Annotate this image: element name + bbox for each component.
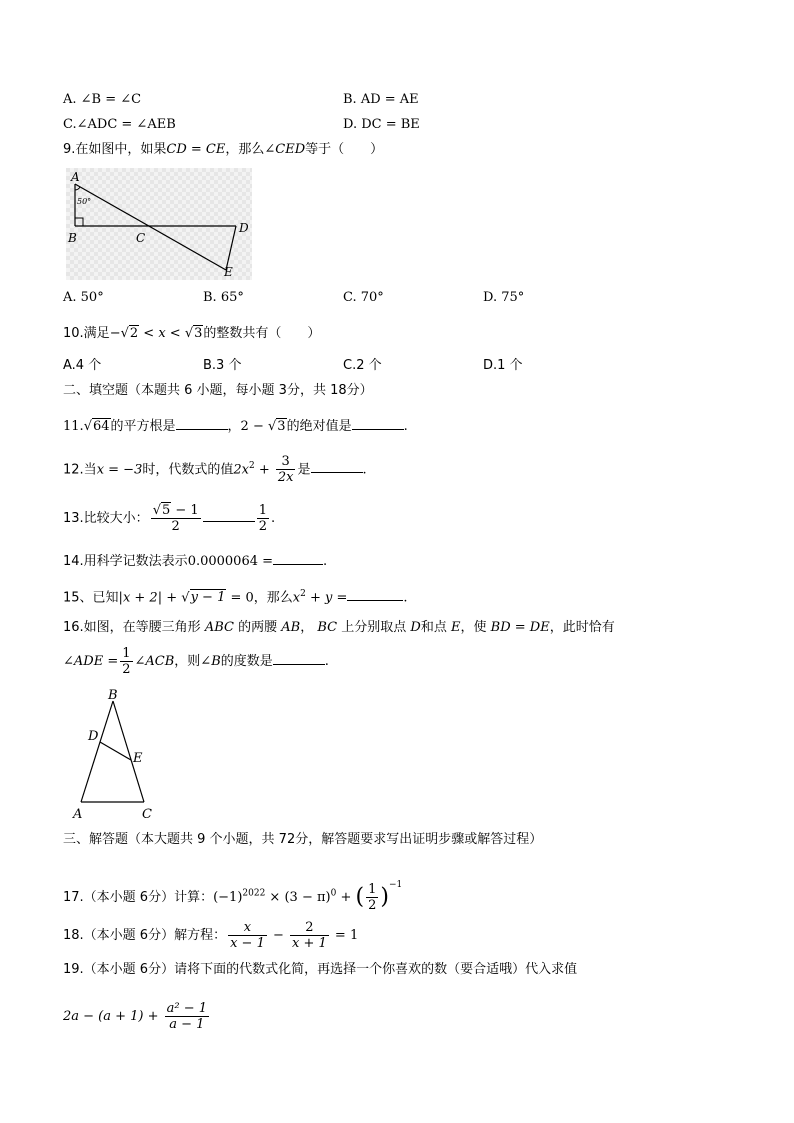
q8-option-d: D. DC = BE <box>343 117 420 132</box>
q17-pre: 17.（本小题 6分）计算： <box>63 890 214 905</box>
q18-num-2: 2 <box>290 920 329 936</box>
section-2-heading: 二、填空题（本题共 6 小题，每小题 3分，共 18分） <box>63 383 373 398</box>
q13-num-rad: 5 <box>161 503 171 518</box>
q16-den: 2 <box>122 662 131 677</box>
q16-num: 1 <box>122 646 131 661</box>
q14-pre: 14.用科学记数法表示 <box>63 554 188 569</box>
q16-label-e: E <box>133 751 143 766</box>
q13 <box>63 499 275 539</box>
q12-mid: 时，代数式的值 <box>142 462 234 478</box>
q12-den: 2x <box>277 470 294 486</box>
q16-label-c: C <box>142 807 152 822</box>
q18-num-1: x <box>228 920 267 936</box>
q15-eq: = 0 <box>226 590 254 606</box>
q13-blank[interactable] <box>203 509 255 522</box>
q10-stem-pre: 10.满足 <box>63 326 110 341</box>
q16-pre: 16.如图，在等腰三角形 <box>63 620 201 635</box>
q14-num: 0.0000064 = <box>187 554 274 569</box>
q17: 17.（本小题 6分）计算：$(-1)^{2022} \times (3 - \pi)^0$ + ( $\frac{1}{2}$ )$^{-1}$ <box>63 880 403 913</box>
q12-post: 是 <box>297 462 311 478</box>
q17-plus: + <box>336 890 356 905</box>
q18-minus: − <box>268 928 289 943</box>
q17-term-2: (3 − π) <box>284 890 331 905</box>
q8-option-b: B. AD = AE <box>343 92 419 107</box>
q12-pre: 12.当 <box>63 462 97 478</box>
q17-exp-2: 0 <box>330 888 337 899</box>
q17-fraction <box>366 882 378 913</box>
q16-line2-post: 的度数是 <box>220 654 273 669</box>
q17-exp-3: −1 <box>388 880 403 890</box>
q11: 11.√64的平方根是 ，2 − √3的绝对值是 . <box>63 419 408 434</box>
q9-stem-pre: 9.在如图中，如果 <box>63 142 167 157</box>
q16-d: D <box>410 620 421 635</box>
q16-mid2: 上分别取点 <box>341 620 407 635</box>
q9-stem-expr: CD = CE <box>166 142 226 157</box>
q13-num2: 1 <box>258 503 267 518</box>
q12-expr: 2x <box>233 462 249 478</box>
q9-stem-post: 等于（ ） <box>305 142 384 157</box>
q16-acb: ∠ACB <box>134 654 175 669</box>
q16-blank[interactable] <box>273 652 325 665</box>
q13-den: 2 <box>171 519 180 534</box>
q17-term-1: (−1) <box>213 890 243 905</box>
q18 <box>63 916 358 956</box>
q9-label-e: E <box>224 265 233 279</box>
q16-mid3: ，使 <box>460 620 487 635</box>
q10-option-a: A.4 个 <box>63 358 102 373</box>
q8-option-a: A. ∠B = ∠C <box>63 92 142 107</box>
q9-stem-angle: ∠CED <box>264 142 306 157</box>
q9-label-c: C <box>136 231 146 245</box>
q12-fraction <box>276 454 296 485</box>
q10-option-d: D.1 个 <box>483 358 523 373</box>
q15-rad: y − 1 <box>190 590 226 606</box>
q10-minus: − <box>109 326 121 341</box>
q10-option-c: C.2 个 <box>343 358 382 373</box>
q16-label-b: B <box>108 688 118 703</box>
q18-eq: = 1 <box>330 928 359 943</box>
q9-label-a: A <box>71 170 80 184</box>
q9-figure <box>66 168 252 280</box>
q19-den: a − 1 <box>169 1017 205 1032</box>
q19-fraction <box>165 1001 209 1032</box>
q19-stem: 19.（本小题 6分）请将下面的代数式化简，再选择一个你喜欢的数（要合适哦）代入求值 <box>63 962 578 977</box>
q9-stem <box>63 141 383 159</box>
q15-pre: 15、已知 <box>63 590 119 606</box>
q10-stem-post: 的整数共有（ ） <box>203 326 321 341</box>
q15-plus: + <box>162 590 182 606</box>
q11-mid: 的平方根是 <box>110 419 176 434</box>
q12-blank[interactable] <box>311 460 363 473</box>
q8-option-c: C.∠ADC = ∠AEB <box>63 117 176 132</box>
q11-post: 的绝对值是 <box>286 419 352 434</box>
q11-pre: 11. <box>63 419 84 434</box>
q11-blank-2[interactable] <box>352 417 404 430</box>
q12-cond: x = −3 <box>96 462 143 478</box>
q16-fraction <box>120 646 132 677</box>
q11-blank-1[interactable] <box>176 417 228 430</box>
q9-angle-label: 50° <box>77 197 92 206</box>
q15-blank[interactable] <box>347 588 403 601</box>
q12 <box>63 446 367 490</box>
q18-den-1: x − 1 <box>230 936 265 951</box>
q16-mid: 的两腰 <box>238 620 278 635</box>
q18-pre: 18.（本小题 6分）解方程： <box>63 928 227 943</box>
q10-option-b: B.3 个 <box>203 358 242 373</box>
q13-fraction-2 <box>257 503 269 534</box>
q14-blank[interactable] <box>273 552 323 565</box>
q16-end: . <box>324 654 329 669</box>
q10-stem: 10.满足−√2 < x < √3的整数共有（ ） <box>63 326 321 341</box>
q18-fraction-1 <box>228 920 267 951</box>
q15-tail: + y = <box>305 590 348 606</box>
q15-mid: ，那么 <box>253 590 293 606</box>
q16-angle-b: ∠B <box>200 654 221 669</box>
q11-end: . <box>403 419 408 434</box>
q19-expr: 2a − (a + 1) + <box>63 1009 163 1024</box>
q9-stem-mid: ，那么 <box>225 142 265 157</box>
q15-end: . <box>403 590 408 606</box>
q13-pre: 13.比较大小： <box>63 511 149 526</box>
q18-den-2: x + 1 <box>292 936 327 951</box>
q13-den2: 2 <box>258 519 267 534</box>
q9-label-b: B <box>68 231 77 245</box>
q15-abs: x + 2 <box>122 590 158 606</box>
q16-comma: ， <box>300 620 314 635</box>
q10-ineq: < x < <box>139 326 185 341</box>
q9-option-c: C. 70° <box>343 290 384 305</box>
q16-ab: AB <box>281 620 301 635</box>
q15: 15、已知|x + 2| + √y − 1 = 0，那么$x^2 + y$ = . <box>63 589 408 606</box>
q15-exp: 2 <box>300 589 306 599</box>
q9-option-d: D. 75° <box>483 290 525 305</box>
q9-option-a: A. 50° <box>63 290 104 305</box>
q11-rad: 64 <box>92 419 110 434</box>
q9-label-d: D <box>239 221 249 235</box>
q18-fraction-2 <box>290 920 329 951</box>
q12-end: . <box>362 462 367 478</box>
q16-post: ，此时恰有 <box>549 620 615 635</box>
q16-label-d: D <box>88 729 99 744</box>
q12-num: 3 <box>276 454 296 470</box>
q9-option-b: B. 65° <box>203 290 244 305</box>
q14 <box>63 552 327 571</box>
section-3-heading: 三、解答题（本大题共 9 个小题，共 72分，解答题要求写出证明步骤或解答过程） <box>63 832 543 847</box>
q17-den: 2 <box>368 898 377 913</box>
q16-bc: BC <box>317 620 338 635</box>
q15-expr: x <box>292 590 301 606</box>
q19-expression <box>63 995 211 1039</box>
q11-sep: ，2 − <box>227 419 268 434</box>
q17-num: 1 <box>368 882 377 897</box>
q11-rad2: 3 <box>277 419 286 434</box>
q16-label-a: A <box>73 807 83 822</box>
q12-plus: + <box>254 462 274 478</box>
q16-line-2 <box>63 642 329 682</box>
q16-e: E <box>451 620 461 635</box>
q10-rad1: 2 <box>129 326 139 341</box>
q19-num: a² − 1 <box>166 1001 208 1016</box>
q16-and: 和点 <box>420 620 447 635</box>
q16-abc: ABC <box>204 620 234 635</box>
q16-bdde: BD = DE <box>490 620 550 635</box>
q13-end: . <box>270 511 276 526</box>
q13-fraction-1: $\frac{√5 - 1}{2}$ <box>152 503 199 534</box>
q16-line2-mid: ，则 <box>174 654 201 669</box>
q14-end: . <box>323 554 328 569</box>
q17-exp-1: 2022 <box>242 888 266 899</box>
q10-rad2: 3 <box>194 326 203 341</box>
q16-figure <box>68 684 168 822</box>
q16-line-1 <box>63 619 615 637</box>
q13-num-tail: − 1 <box>171 503 199 518</box>
q12-exp: 2 <box>248 461 255 471</box>
q16-ade: ∠ADE = <box>63 654 119 669</box>
q17-times: × <box>265 890 285 905</box>
